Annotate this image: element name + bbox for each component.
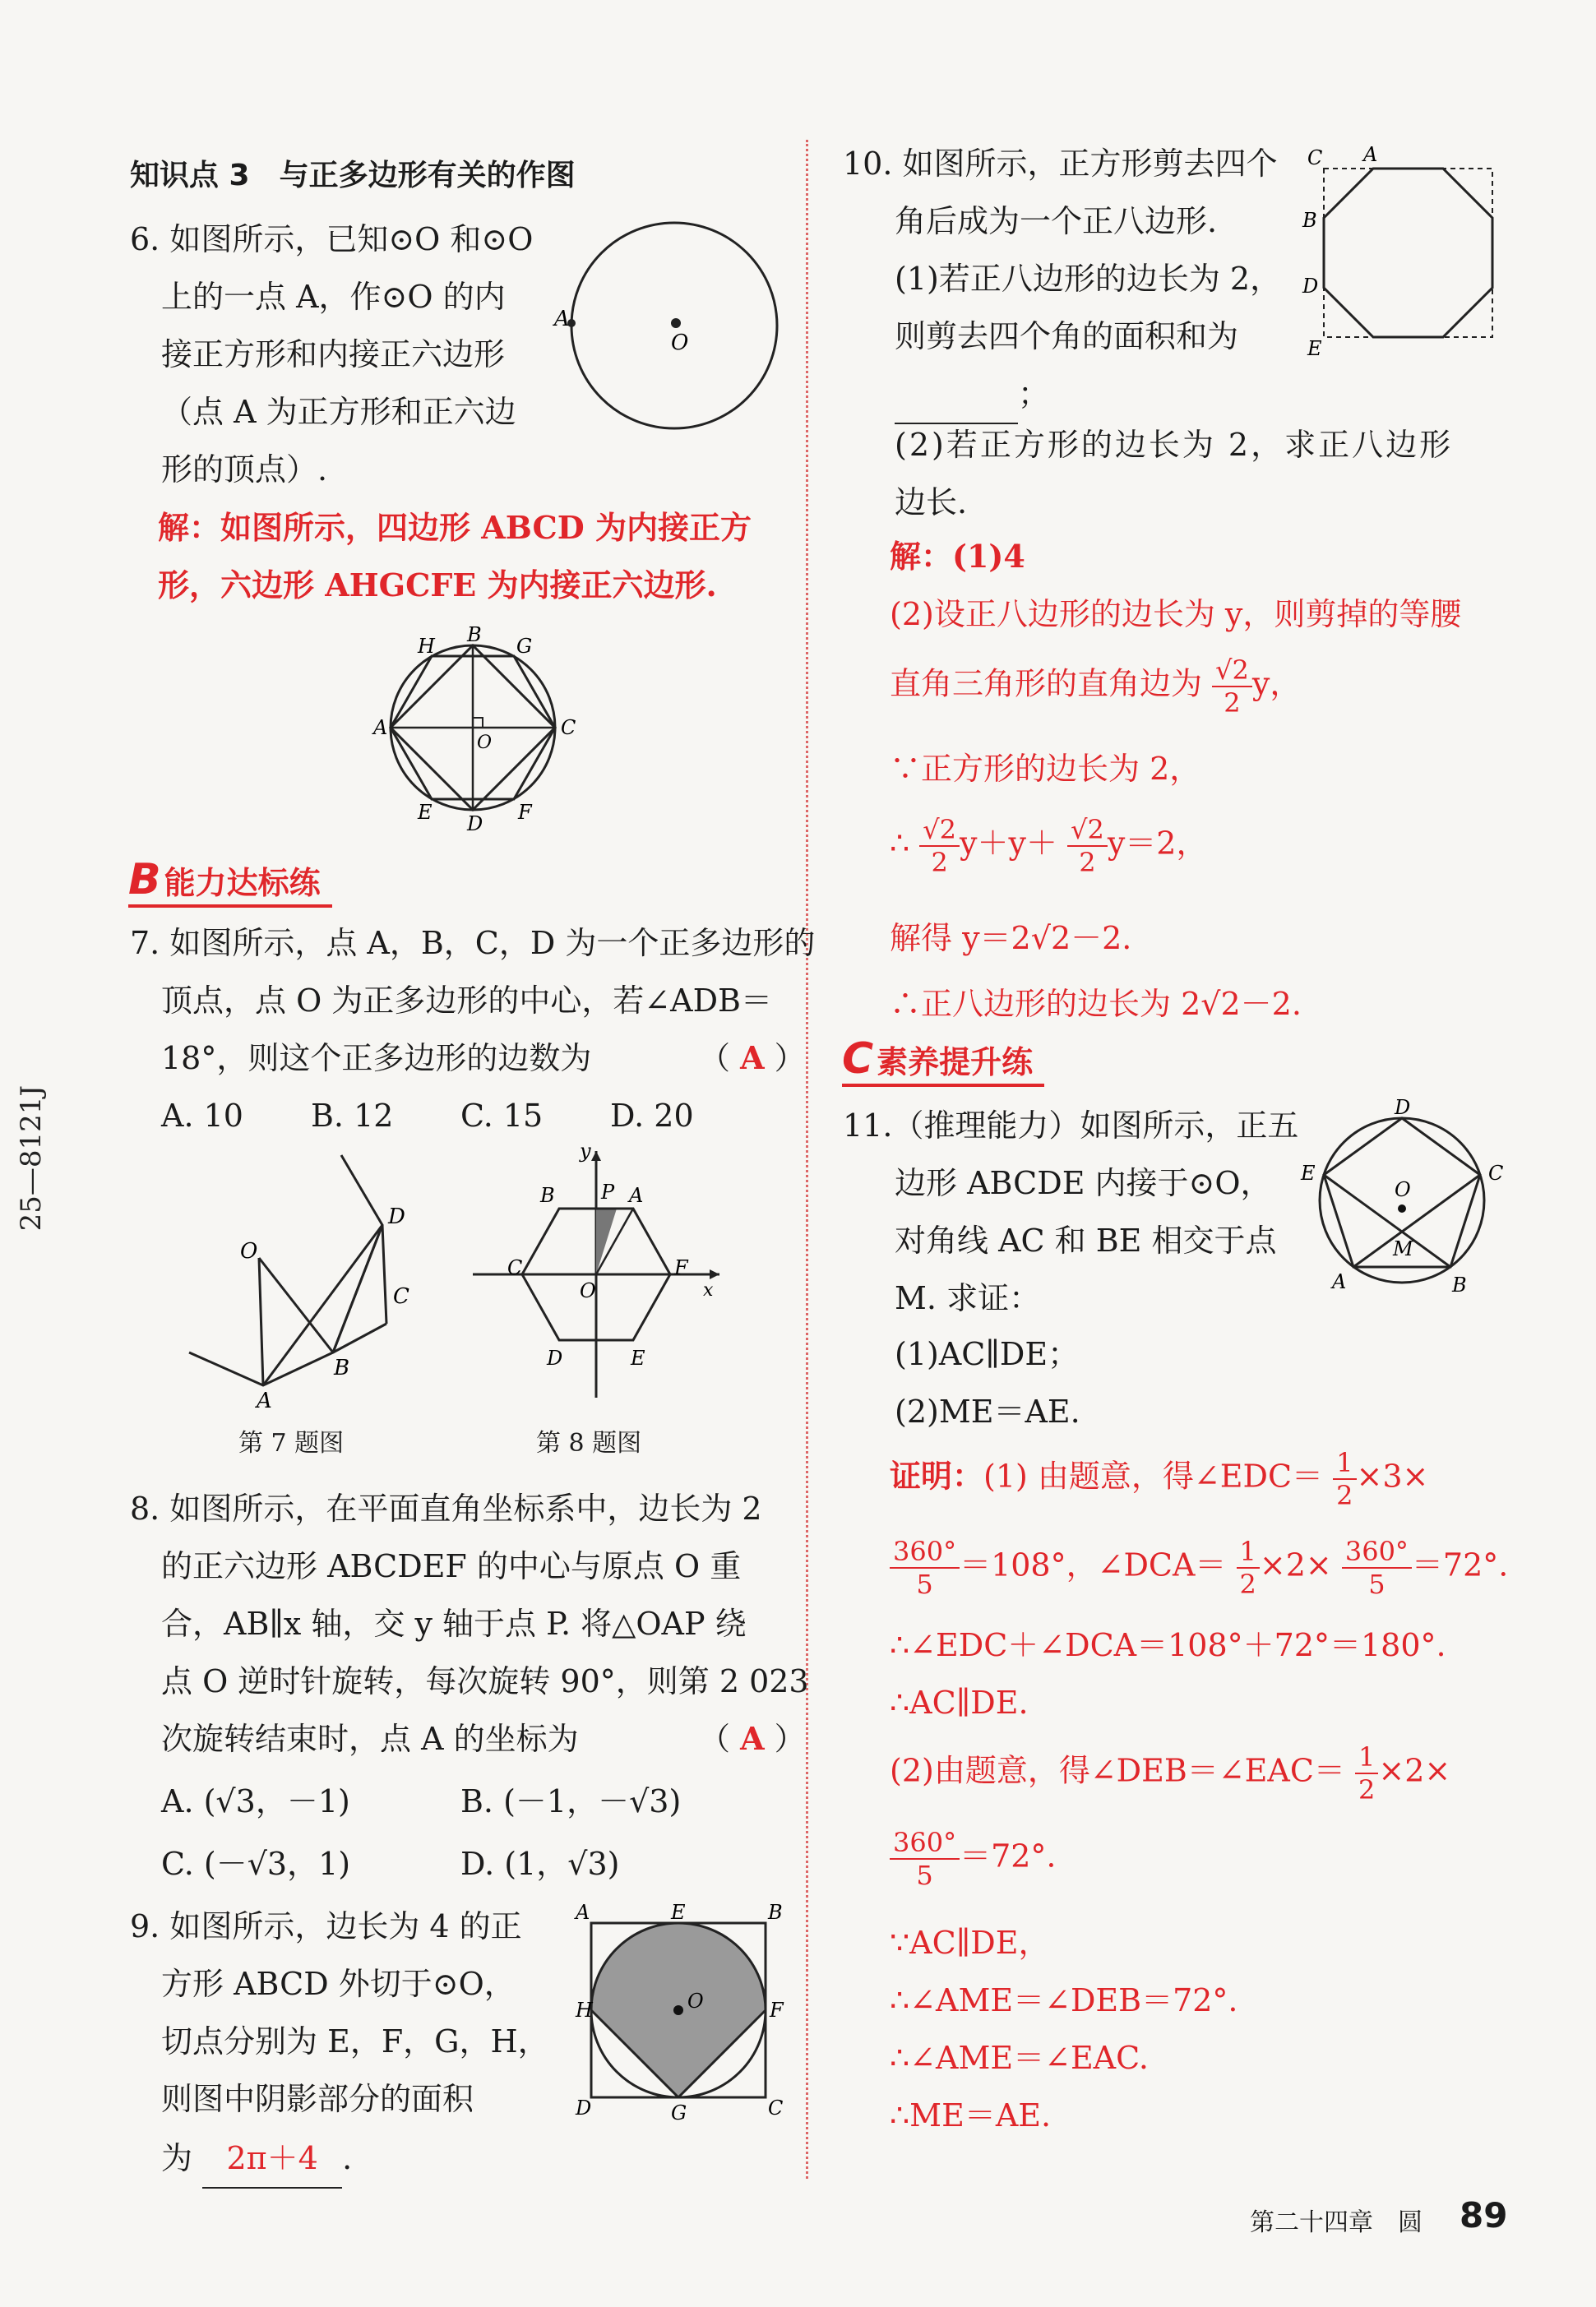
svg-text:B: B: [334, 1356, 350, 1380]
svg-text:B: B: [540, 1184, 555, 1207]
q10-sol-line: 解得 y＝2√2－2.: [890, 920, 1132, 956]
side-code: 25—8121J: [15, 1085, 48, 1232]
svg-text:E: E: [1301, 1162, 1316, 1185]
svg-text:C: C: [768, 2097, 784, 2120]
q8-answer-box: （ A ）: [699, 1720, 806, 1757]
q9-line: 方形 ABCD 外切于⊙O，: [161, 1966, 516, 2002]
q8-caption: 第 8 题图: [536, 1429, 642, 1458]
q8-figure: [465, 1140, 736, 1406]
q6-line: （点 A 为正方形和正六边: [161, 394, 516, 430]
q7-figure: [181, 1143, 428, 1414]
q11-line: M. 求证：: [895, 1280, 1041, 1316]
q8-line: 次旋转结束时，点 A 的坐标为: [161, 1721, 579, 1757]
q11-proof-5: (2)由题意，得∠DEB＝∠EAC＝ $\frac{1}{2}$ ×2×: [890, 1741, 1451, 1805]
q6-sol-line: 如图所示，四边形 ABCD 为内接正方: [220, 509, 752, 546]
svg-text:G: G: [516, 635, 533, 658]
q8-line: 点 O 逆时针旋转，每次旋转 90°，则第 2 023: [161, 1663, 809, 1699]
svg-text:B: B: [1302, 209, 1317, 232]
svg-text:D: D: [467, 812, 483, 835]
svg-text:E: E: [1307, 337, 1322, 360]
svg-text:O: O: [240, 1239, 258, 1264]
regular-octagon: [1324, 169, 1492, 337]
q10-sol-eq: ∴ $\frac{√2}{2}$ y＋y＋ $\frac{√2}{2}$ y＝2，: [890, 814, 1208, 878]
q11-proof-line: ∴ME＝AE.: [890, 2097, 1052, 2134]
q6-line: 上的一点 A，作⊙O 的内: [161, 279, 506, 315]
svg-text:A: A: [257, 1389, 272, 1413]
svg-text:G: G: [671, 2101, 687, 2124]
q11-proof-line: ∴∠AME＝∠EAC.: [890, 2040, 1149, 2076]
q7-caption: 第 7 题图: [238, 1429, 345, 1458]
q10-line: 则剪去四个角的面积和为: [895, 318, 1239, 354]
q6-solution-figure: [362, 625, 584, 839]
q10-line: 10. 如图所示，正方形剪去四个: [843, 146, 1278, 182]
q8-line: 8. 如图所示，在平面直角坐标系中，边长为 2: [130, 1491, 762, 1527]
svg-text:A: A: [1332, 1270, 1347, 1293]
q10-sol-line: ∴正八边形的边长为 2√2－2.: [890, 986, 1302, 1022]
q7-option-d: D. 20: [610, 1098, 694, 1134]
q8-line: 合，AB∥x 轴，交 y 轴于点 P. 将△OAP 绕: [161, 1606, 747, 1642]
q11-proof-line: ∴∠AME＝∠DEB＝72°.: [890, 1982, 1238, 2018]
q10-line: (2)若正方形的边长为 2，求正八边形: [895, 427, 1454, 463]
svg-text:A: A: [1363, 143, 1378, 166]
svg-text:O: O: [687, 1990, 704, 2013]
q8-option-b: B. (－1，－√3): [460, 1783, 682, 1819]
q7-answer-box: （ A ）: [699, 1039, 806, 1076]
q11-proof-1: 证明：(1) 由题意，得∠EDC＝ $\frac{1}{2}$ ×3×: [890, 1447, 1429, 1511]
q6-circle-figure: [551, 220, 798, 459]
q10-sol-line: ∵正方形的边长为 2，: [890, 751, 1201, 787]
q10-sol-1: 解：(1)4: [890, 538, 1025, 575]
svg-text:O: O: [1395, 1178, 1411, 1201]
q7-line: 7. 如图所示，点 A，B，C，D 为一个正多边形的: [130, 925, 816, 961]
q11-proof-6: $\frac{360^\circ}{5}$ ＝72°.: [890, 1827, 1057, 1891]
center-o: [671, 318, 681, 328]
svg-text:D: D: [1395, 1096, 1411, 1119]
svg-text:F: F: [674, 1256, 688, 1279]
q9-line: 则图中阴影部分的面积: [161, 2081, 474, 2117]
svg-text:P: P: [601, 1181, 615, 1204]
label-a: A: [554, 307, 570, 331]
q10-blank-line: ；: [895, 365, 1049, 424]
q9-answer-line: 为 2π＋4 .: [161, 2129, 352, 2189]
svg-text:C: C: [507, 1256, 523, 1279]
svg-text:D: D: [1302, 275, 1319, 298]
q8-option-c: C. (－√3，1): [161, 1846, 351, 1882]
svg-text:A: A: [629, 1184, 644, 1207]
label-o: O: [671, 331, 689, 355]
q7-option-a: A. 10: [161, 1098, 243, 1134]
svg-text:A: A: [373, 716, 388, 739]
q11-line: 边形 ABCDE 内接于⊙O，: [895, 1165, 1272, 1201]
svg-text:D: D: [576, 2097, 592, 2120]
svg-text:E: E: [671, 1901, 686, 1924]
svg-text:H: H: [576, 1999, 593, 2022]
svg-text:H: H: [418, 635, 435, 658]
q8-option-a: A. (√3，－1): [161, 1783, 350, 1819]
q6-line: 接正方形和内接正六边形: [161, 336, 506, 372]
q7-line: 18°，则这个正多边形的边数为: [161, 1040, 592, 1076]
q9-line: 9. 如图所示，边长为 4 的正: [130, 1908, 522, 1944]
q11-proof-line: ∴AC∥DE.: [890, 1685, 1029, 1721]
q11-line: (1)AC∥DE；: [895, 1336, 1080, 1372]
svg-text:C: C: [1307, 146, 1323, 169]
q10-line: 边长.: [895, 484, 968, 520]
svg-text:M: M: [1393, 1237, 1413, 1260]
section-b-title: B 能力达标练: [128, 855, 332, 908]
svg-text:D: D: [388, 1204, 405, 1229]
svg-text:F: F: [770, 1999, 784, 2022]
q11-line: 对角线 AC 和 BE 相交于点: [895, 1223, 1277, 1259]
q6-line: 6. 如图所示，已知⊙O 和⊙O: [130, 221, 534, 257]
svg-text:B: B: [768, 1901, 783, 1924]
knowledge-point-header: 知识点 3 与正多边形有关的作图: [130, 159, 576, 192]
svg-text:D: D: [547, 1347, 563, 1370]
q7-line: 顶点，点 O 为正多边形的中心，若∠ADB＝: [161, 982, 772, 1019]
q8-line: 的正六边形 ABCDEF 的中心与原点 O 重: [161, 1548, 742, 1584]
q11-proof-2: $\frac{360^\circ}{5}$ ＝108°，∠DCA＝ $\frac{1}{2}$ ×2× $\frac{360^\circ}{5}$ ＝72°.: [890, 1536, 1508, 1600]
svg-text:C: C: [561, 716, 576, 739]
q6-solution: [158, 499, 752, 557]
q11-line: 11.（推理能力）如图所示，正五: [843, 1107, 1299, 1144]
q10-sol-leg: 直角三角形的直角边为 $\frac{√2}{2}$ y，: [890, 654, 1302, 719]
q11-figure: [1291, 1098, 1513, 1303]
svg-text:B: B: [467, 623, 482, 646]
q11-proof-line: ∵AC∥DE，: [890, 1925, 1050, 1961]
q6-line: 形的顶点）.: [161, 451, 328, 488]
svg-text:E: E: [631, 1347, 645, 1370]
q8-option-d: D. (1，√3): [460, 1846, 620, 1882]
q10-line: 角后成为一个正八边形.: [895, 203, 1218, 239]
q9-answer: 2π＋4: [226, 2140, 318, 2176]
q11-line: (2)ME＝AE.: [895, 1394, 1080, 1430]
svg-text:C: C: [1488, 1162, 1504, 1185]
q7-option-b: B. 12: [311, 1098, 394, 1134]
q6-sol-line: 形，六边形 AHGCFE 为内接正六边形.: [158, 566, 717, 603]
page-number: 89: [1460, 2195, 1508, 2235]
column-divider: [806, 140, 808, 2179]
q10-figure: [1291, 140, 1505, 362]
svg-text:x: x: [703, 1280, 714, 1301]
q7-option-c: C. 15: [460, 1098, 544, 1134]
section-c-title: C 素养提升练: [842, 1034, 1044, 1087]
svg-text:y: y: [580, 1140, 591, 1163]
footer-chapter: 第二十四章 圆: [1250, 2208, 1423, 2237]
svg-text:O: O: [477, 733, 493, 753]
svg-text:B: B: [1452, 1274, 1467, 1297]
svg-text:A: A: [576, 1901, 590, 1924]
q9-figure: [576, 1899, 784, 2124]
svg-text:C: C: [393, 1284, 409, 1309]
q10-sol-line: (2)设正八边形的边长为 y，则剪掉的等腰: [890, 596, 1462, 632]
q10-line: (1)若正八边形的边长为 2，: [895, 261, 1282, 297]
q9-line: 切点分别为 E，F，G，H，: [161, 2023, 549, 2060]
svg-text:O: O: [580, 1279, 596, 1302]
solution-label: 解：: [158, 509, 221, 546]
q11-proof-line: ∴∠EDC＋∠DCA＝108°＋72°＝180°.: [890, 1627, 1446, 1663]
svg-text:E: E: [418, 801, 433, 824]
svg-text:F: F: [518, 801, 532, 824]
